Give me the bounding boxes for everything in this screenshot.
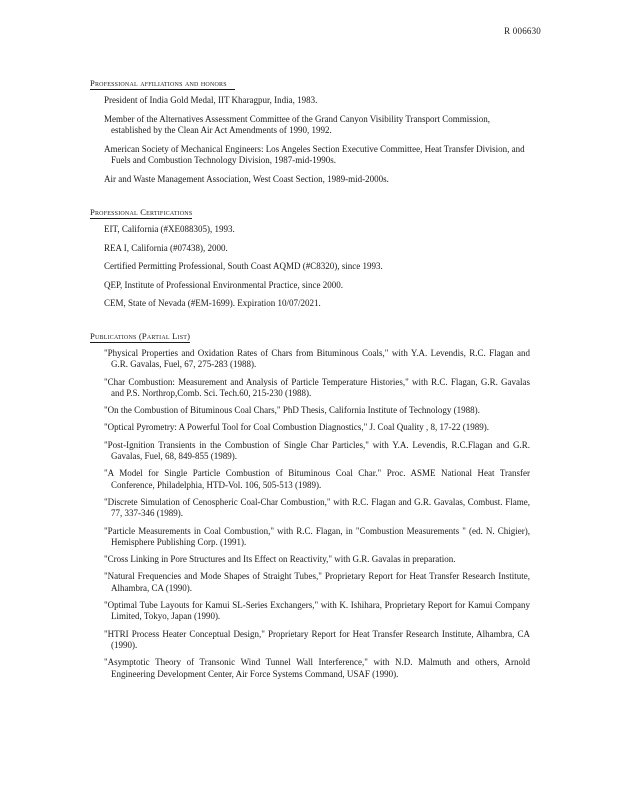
certifications-section xyxy=(90,202,530,310)
certification-item: CEM, State of Nevada (#EM-1699). Expiration 10/07/2021. xyxy=(104,298,321,308)
certification-item: QEP, Institute of Professional Environmental Practice, since 2000. xyxy=(104,279,343,290)
publication-item: "Asymptotic Theory of Transonic Wind Tunnel Wall Interference," with N.D. Malmuth and others, Arnold Engineering Development Center, Air Force Systems Command, USAF (1990). xyxy=(104,657,530,679)
publication-item: "Optical Pyrometry: A Powerful Tool for Coal Combustion Diagnostics," J. Coal Quality , 8, 17-22 (1989). xyxy=(104,422,490,433)
affiliations-heading: Professional affiliations and honors xyxy=(90,78,235,90)
publication-item: "Discrete Simulation of Cenospheric Coal-Char Combustion," with R.C. Flagan and G.R. Gavalas, Combust. Flame, 77, 337-346 (1989). xyxy=(104,496,530,519)
affiliation-item: Member of the Alternatives Assessment Committee of the Grand Canyon Visibility Transport Commission, established by the Clean Air Act Amendments of 1990, 1992. xyxy=(104,113,491,135)
certification-item: REA I, California (#07438), 2000. xyxy=(104,242,228,253)
certifications-list xyxy=(90,224,530,310)
publication-item: "Particle Measurements in Coal Combustion," with R.C. Flagan, in "Combustion Measurements " (ed. N. Chigier), Hemisphere Publishing Corp. (1991). xyxy=(104,525,530,547)
publication-item: "HTRI Process Heater Conceptual Design," Proprietary Report for Heat Transfer Research Institute, Alhambra, CA (1990). xyxy=(104,628,530,650)
publication-item: "A Model for Single Particle Combustion of Bituminous Coal Char." Proc. ASME National Heat Transfer Conference, Philadelphia, HTD-Vol. 106, 505-513 (1989). xyxy=(104,468,530,490)
certifications-heading: Professional Certifications xyxy=(90,207,193,217)
affiliation-item: American Society of Mechanical Engineers: Los Angeles Section Executive Committee, Heat Transfer Division, and Fuels and Combustion Technology Division, 1987-mid-1990s. xyxy=(104,143,525,165)
publication-item: "On the Combustion of Bituminous Coal Chars," PhD Thesis, California Institute of Technology (1988). xyxy=(104,405,480,416)
page-id: R 006630 xyxy=(504,26,541,36)
publications-section xyxy=(90,326,530,680)
publication-item: "Natural Frequencies and Mode Shapes of Straight Tubes," Proprietary Report for Heat Transfer Research Institute, Alhambra, CA (1990). xyxy=(104,571,530,593)
publications-list xyxy=(90,348,530,680)
affiliations-section xyxy=(90,73,530,185)
publication-item: "Cross Linking in Pore Structures and Its Effect on Reactivity," with G.R. Gavalas in preparation. xyxy=(104,554,456,565)
publications-heading: Publications (Partial List) xyxy=(90,331,191,341)
publication-item: "Post-Ignition Transients in the Combustion of Single Char Particles," with Y.A. Levendis, R.C.Flagan and G.R. Gavalas, Fuel, 68, 849-855 (1989). xyxy=(104,439,530,462)
affiliations-list xyxy=(90,95,530,185)
affiliation-item: Air and Waste Management Association, West Coast Section, 1989-mid-2000s. xyxy=(104,173,389,184)
certification-item: EIT, California (#XE088305), 1993. xyxy=(104,224,235,234)
certification-item: Certified Permitting Professional, South Coast AQMD (#C8320), since 1993. xyxy=(104,261,383,271)
publication-item: "Optimal Tube Layouts for Kamui SL-Series Exchangers," with K. Ishihara, Proprietary Report for Kamui Company Limited, Tokyo, Japan (1990). xyxy=(104,600,530,622)
publication-item: "Char Combustion: Measurement and Analysis of Particle Temperature Histories," with R.C. Flagan, G.R. Gavalas and P.S. Northrop,Comb. Sci. Tech.60, 215-230 (1988). xyxy=(104,376,530,398)
affiliation-item: President of India Gold Medal, IIT Kharagpur, India, 1983. xyxy=(104,95,318,105)
publication-item: "Physical Properties and Oxidation Rates of Chars from Bituminous Coals," with Y.A. Levendis, R.C. Flagan and G.R. Gavalas, Fuel, 67, 275-283 (1988). xyxy=(104,348,530,370)
